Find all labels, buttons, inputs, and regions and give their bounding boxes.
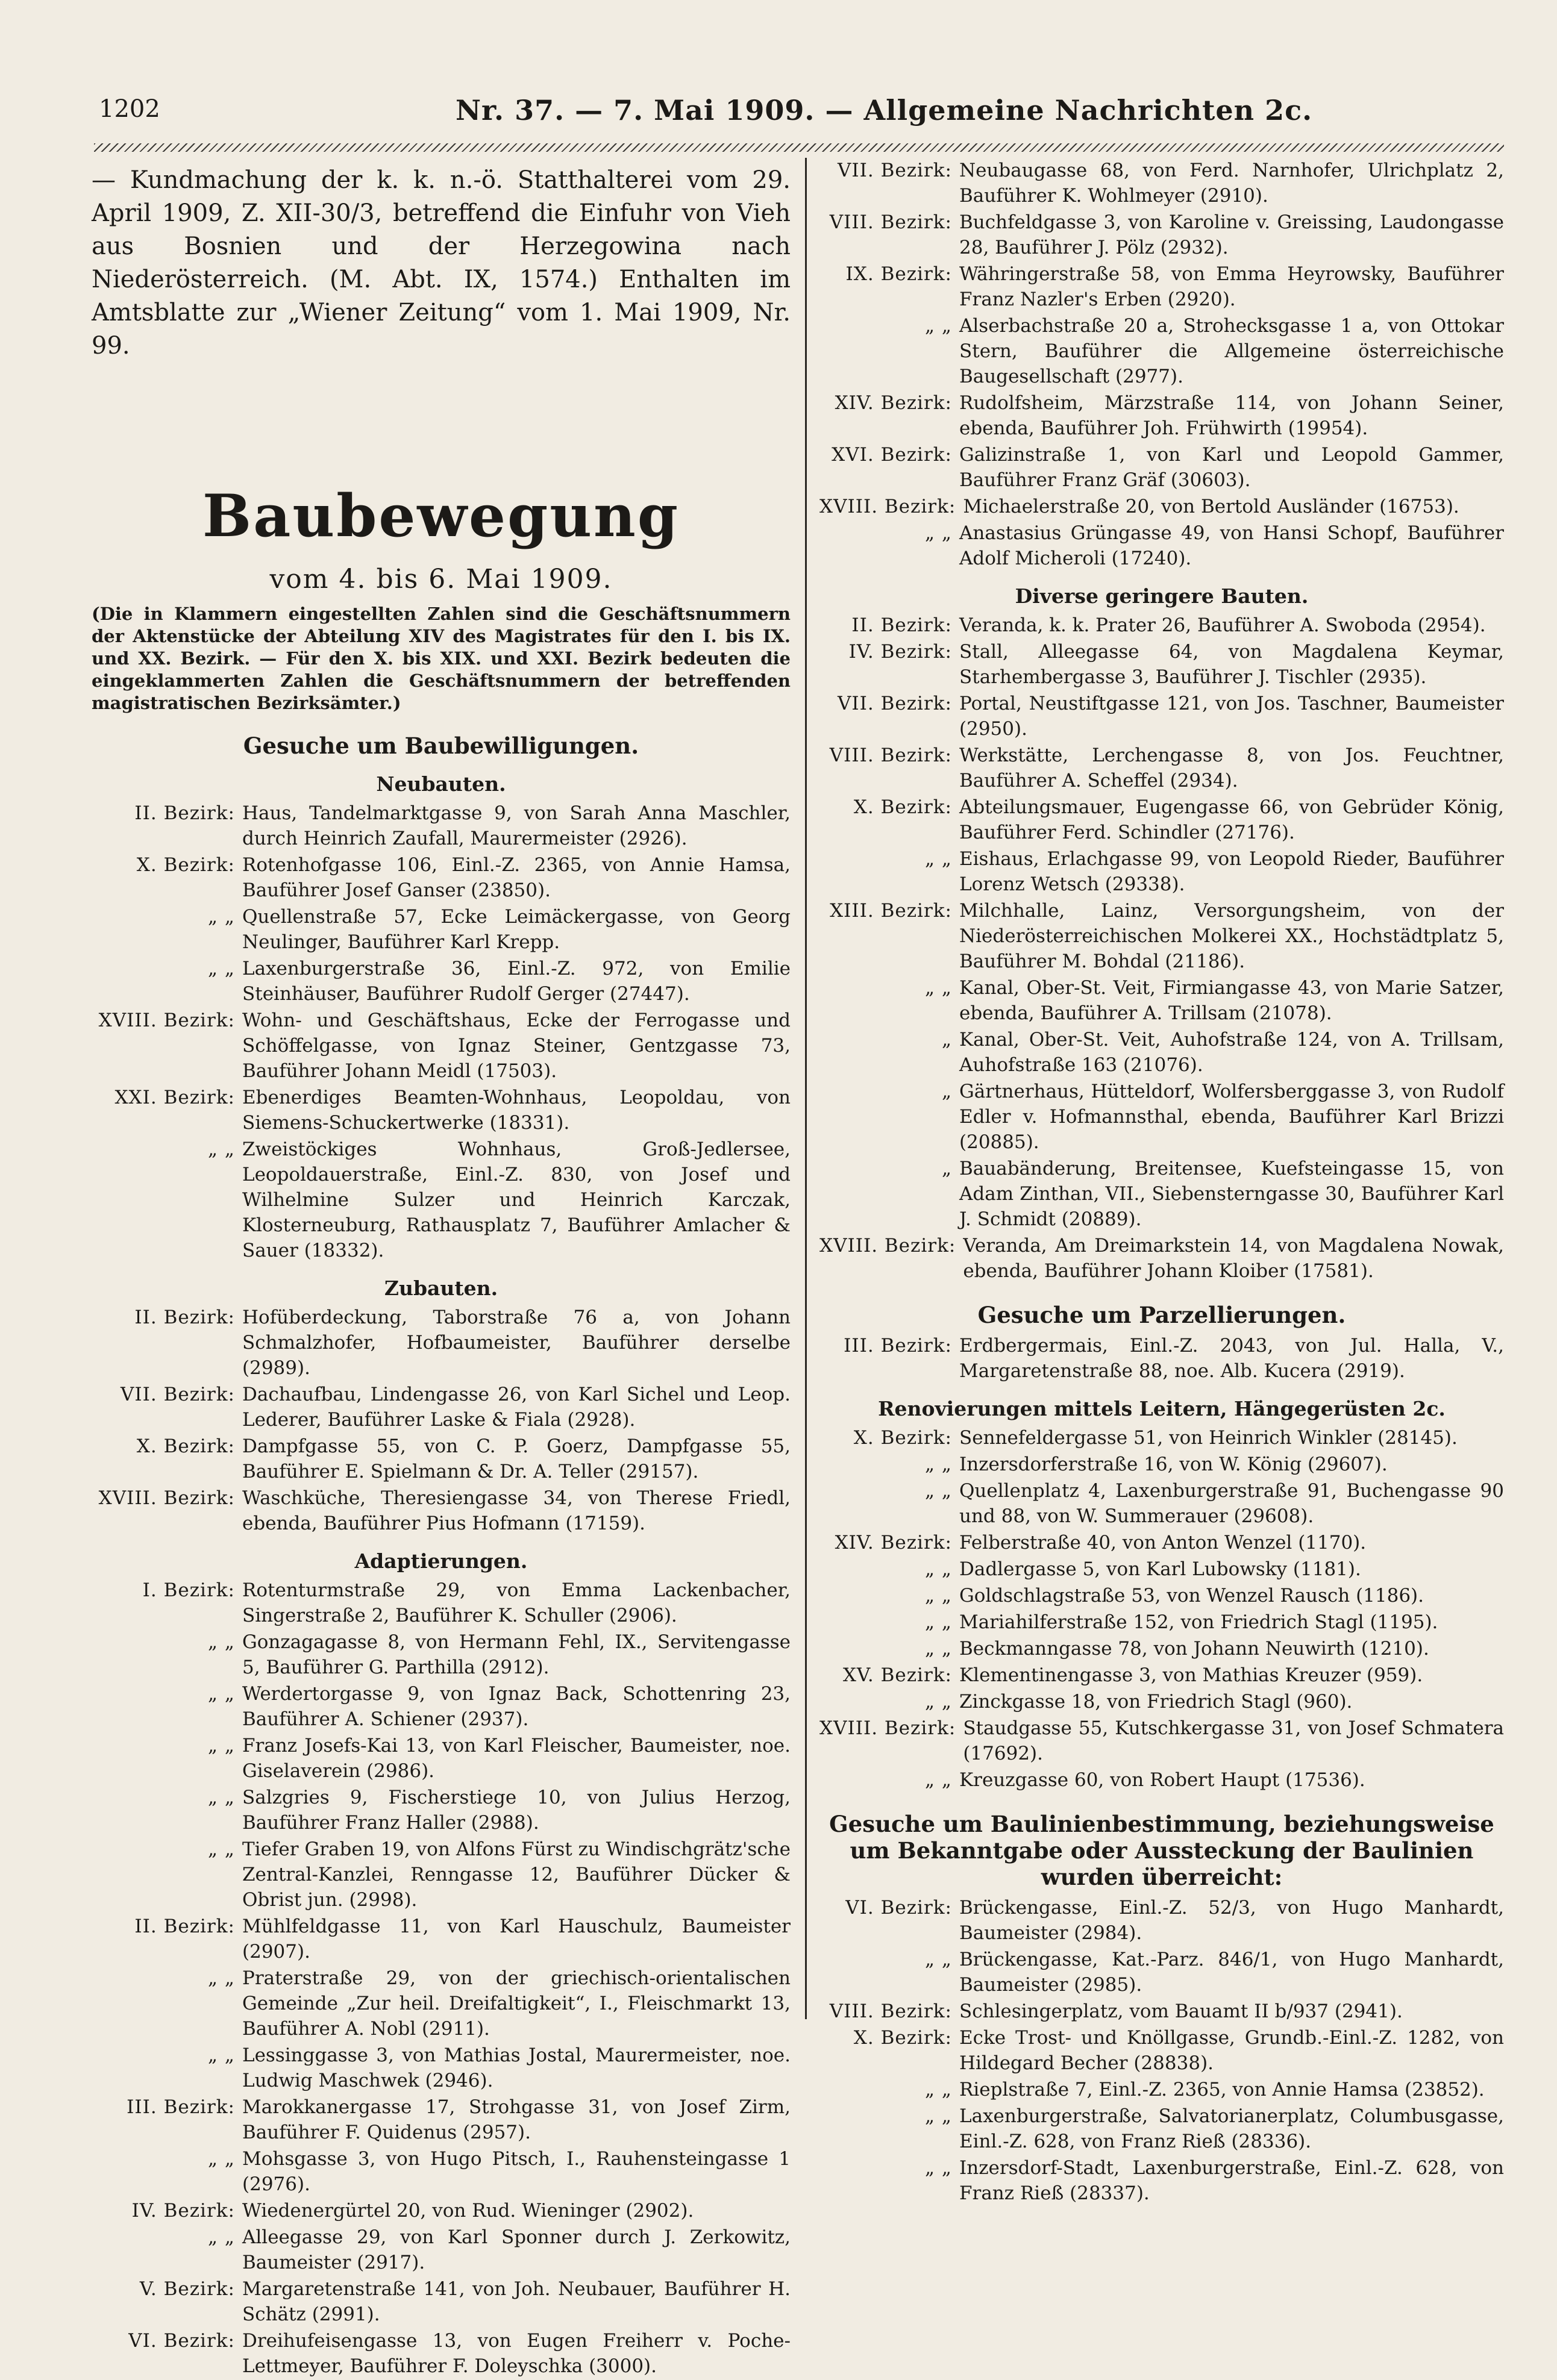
entry-text: Waschküche, Theresiengasse 34, von Therese Friedl, ebenda, Bauführer Pius Hofmann (17159). bbox=[242, 1487, 791, 1534]
entry-text: Marokkanergasse 17, Strohgasse 31, von Josef Zirm, Bauführer F. Quidenus (2957). bbox=[242, 2096, 791, 2143]
district-label: „ „ bbox=[208, 1967, 235, 1989]
district-label: III. Bezirk: bbox=[844, 1335, 952, 1357]
district-label: XIII. Bezirk: bbox=[830, 900, 952, 922]
district-label: VII. Bezirk: bbox=[837, 693, 952, 714]
entry-text: Wiedenergürtel 20, von Rud. Wieninger (2902). bbox=[242, 2200, 694, 2222]
list-item bbox=[819, 1557, 1504, 1582]
entry-list bbox=[819, 1333, 1504, 1384]
list-item bbox=[819, 613, 1504, 638]
district-label: IV. Bezirk: bbox=[848, 641, 952, 663]
district-label: XVIII. Bezirk: bbox=[98, 1487, 235, 1509]
entry-text: Bauabänderung, Breitensee, Kuefsteingasse 15, von Adam Zinthan, VII., Siebensterngasse 30, Bauführer Karl J. Schmidt (20889). bbox=[959, 1158, 1504, 1230]
entry-text: Dadlergasse 5, von Karl Lubowsky (1181). bbox=[959, 1558, 1361, 1580]
district-label: „ „ bbox=[208, 2044, 235, 2066]
list-item bbox=[92, 1629, 791, 1680]
list-item bbox=[819, 442, 1504, 493]
entry-text: Kreuzgasse 60, von Robert Haupt (17536). bbox=[959, 1769, 1365, 1791]
list-item bbox=[819, 210, 1504, 260]
main-title: Baubewegung bbox=[202, 482, 680, 550]
district-label: „ „ bbox=[208, 1138, 235, 1160]
explanatory-note: (Die in Klammern eingestellten Zahlen sind die Geschäftsnummern der Aktenstücke der Abteilung XIV des Magistrates für den I. bis IX. und XX. Bezirk. — Für den X. bis XIX. und XXI. Bezirk bedeuten die eingeklammerten Zahlen die Geschäftsnummern der betreffenden magistratischen Bezirksämter.) bbox=[92, 604, 791, 713]
entry-text: Brückengasse, Einl.-Z. 52/3, von Hugo Manhardt, Baumeister (2984). bbox=[959, 1897, 1504, 1944]
list-item bbox=[819, 975, 1504, 1026]
list-item bbox=[819, 1999, 1504, 2024]
entry-text: Zinckgasse 18, von Friedrich Stagl (960). bbox=[959, 1691, 1353, 1713]
list-item bbox=[92, 1305, 791, 1381]
section-heading-parzellierungen: Gesuche um Parzellierungen. bbox=[977, 1302, 1346, 1328]
district-label: „ bbox=[941, 1081, 952, 1102]
district-label: „ „ bbox=[925, 1480, 952, 1502]
list-item bbox=[819, 1895, 1504, 1946]
entry-text: Klementinengasse 3, von Mathias Kreuzer (959). bbox=[959, 1664, 1423, 1686]
entry-text: Lessinggasse 3, von Mathias Jostal, Maurermeister, noe. Ludwig Maschwek (2946). bbox=[242, 2044, 791, 2091]
list-item bbox=[819, 1716, 1504, 1766]
list-item bbox=[819, 2104, 1504, 2154]
subheading-zubauten: Zubauten. bbox=[384, 1276, 498, 1300]
district-label: XVIII. Bezirk: bbox=[819, 496, 956, 517]
entry-text: Dachaufbau, Lindengasse 26, von Karl Sichel und Leop. Lederer, Bauführer Laske & Fiala (2928). bbox=[242, 1384, 791, 1431]
list-item bbox=[92, 1837, 791, 1913]
district-label: „ „ bbox=[208, 1838, 235, 1860]
list-item bbox=[819, 1767, 1504, 1793]
entry-text: Inzersdorf-Stadt, Laxenburgerstraße, Einl.-Z. 628, von Franz Rieß (28337). bbox=[959, 2157, 1504, 2204]
list-item bbox=[92, 1914, 791, 1964]
list-item bbox=[819, 1452, 1504, 1477]
district-label: „ „ bbox=[925, 848, 952, 870]
entry-text: Anastasius Grüngasse 49, von Hansi Schopf, Bauführer Adolf Micheroli (17240). bbox=[959, 522, 1504, 569]
entry-text: Quellenplatz 4, Laxenburgerstraße 91, Buchengasse 90 und 88, von W. Summerauer (29608). bbox=[959, 1480, 1504, 1527]
list-item bbox=[92, 1137, 791, 1263]
district-label: „ „ bbox=[208, 1683, 235, 1705]
list-item bbox=[92, 1578, 791, 1628]
entry-text: Alserbachstraße 20 a, Strohecksgasse 1 a, von Ottokar Stern, Bauführer die Allgemeine österreichische Baugesellschaft (2977). bbox=[959, 315, 1504, 387]
entry-text: Werkstätte, Lerchengasse 8, von Jos. Feuchtner, Bauführer A. Scheffel (2934). bbox=[959, 745, 1504, 792]
section-heading-baubewilligungen: Gesuche um Baubewilligungen. bbox=[243, 732, 639, 759]
subheading-adaptierungen: Adaptierungen. bbox=[354, 1549, 528, 1573]
entry-text: Rieplstraße 7, Einl.-Z. 2365, von Annie Hamsa (23852). bbox=[959, 2079, 1485, 2100]
list-item bbox=[819, 1636, 1504, 1661]
entry-list bbox=[92, 1578, 791, 2379]
entry-text: Milchhalle, Lainz, Versorgungsheim, von der Niederösterreichischen Molkerei XX., Hochstädtplatz 5, Bauführer M. Bohdal (21186). bbox=[959, 900, 1504, 972]
list-item bbox=[92, 2225, 791, 2275]
list-item bbox=[819, 1478, 1504, 1529]
list-item bbox=[819, 1530, 1504, 1555]
entry-text: Michaelerstraße 20, von Bertold Ausländer (16753). bbox=[963, 496, 1459, 517]
entry-text: Kanal, Ober-St. Veit, Firmiangasse 43, von Marie Satzer, ebenda, Bauführer A. Trillsam (21078). bbox=[959, 977, 1504, 1024]
district-label: „ „ bbox=[925, 977, 952, 999]
district-label: „ „ bbox=[925, 1769, 952, 1791]
list-item bbox=[92, 904, 791, 955]
entry-text: Beckmanngasse 78, von Johann Neuwirth (1210). bbox=[959, 1638, 1429, 1660]
district-label: VII. Bezirk: bbox=[120, 1384, 235, 1405]
district-label: „ „ bbox=[208, 2148, 235, 2170]
right-column bbox=[819, 158, 1504, 2207]
list-item bbox=[92, 2043, 791, 2093]
district-label: VIII. Bezirk: bbox=[829, 745, 952, 766]
entry-text: Veranda, Am Dreimarkstein 14, von Magdalena Nowak, ebenda, Bauführer Johann Kloiber (17581). bbox=[963, 1235, 1504, 1282]
district-label: „ „ bbox=[925, 315, 952, 337]
entry-text: Schlesingerplatz, vom Bauamt II b/937 (2941). bbox=[959, 2001, 1403, 2022]
entry-text: Werdertorgasse 9, von Ignaz Back, Schottenring 23, Bauführer A. Schiener (2937). bbox=[242, 1683, 791, 1730]
district-label: „ „ bbox=[208, 1631, 235, 1653]
district-label: „ bbox=[941, 1158, 952, 1179]
district-label: „ „ bbox=[925, 1611, 952, 1633]
list-item bbox=[92, 1382, 791, 1432]
district-label: III. Bezirk: bbox=[127, 2096, 235, 2118]
list-item bbox=[819, 520, 1504, 571]
list-item bbox=[92, 1008, 791, 1084]
list-item bbox=[92, 1966, 791, 2041]
list-item bbox=[819, 1689, 1504, 1714]
entry-text: Ecke Trost- und Knöllgasse, Grundb.-Einl.-Z. 1282, von Hildegard Becher (28838). bbox=[959, 2027, 1504, 2074]
district-label: I. Bezirk: bbox=[142, 1579, 235, 1601]
district-label: X. Bezirk: bbox=[853, 796, 952, 818]
district-label: „ „ bbox=[208, 1735, 235, 1757]
district-label: XIV. Bezirk: bbox=[835, 392, 952, 414]
entry-text: Inzersdorferstraße 16, von W. König (29607). bbox=[959, 1454, 1388, 1475]
entry-text: Felberstraße 40, von Anton Wenzel (1170). bbox=[959, 1532, 1367, 1554]
list-item bbox=[819, 261, 1504, 312]
list-item bbox=[819, 313, 1504, 389]
list-item bbox=[819, 2077, 1504, 2102]
district-label: X. Bezirk: bbox=[853, 1427, 952, 1449]
district-label: „ „ bbox=[208, 958, 235, 979]
entry-list bbox=[819, 1895, 1504, 2206]
list-item bbox=[819, 1610, 1504, 1635]
district-label: II. Bezirk: bbox=[134, 1307, 235, 1328]
list-item bbox=[92, 852, 791, 903]
entry-text: Mariahilferstraße 152, von Friedrich Stagl (1195). bbox=[959, 1611, 1438, 1633]
list-item bbox=[92, 1681, 791, 1732]
entry-text: Tiefer Graben 19, von Alfons Fürst zu Windischgrätz'sche Zentral-Kanzlei, Renngasse 12, Bauführer Dücker & Obrist jun. (2998). bbox=[242, 1838, 791, 1911]
list-item bbox=[92, 1785, 791, 1835]
district-label: „ „ bbox=[925, 522, 952, 544]
entry-text: Franz Josefs-Kai 13, von Karl Fleischer, Baumeister, noe. Giselaverein (2986). bbox=[242, 1735, 791, 1782]
list-item bbox=[92, 2276, 791, 2327]
date-range-subtitle: vom 4. bis 6. Mai 1909. bbox=[269, 564, 613, 595]
entry-text: Dreihufeisengasse 13, von Eugen Freiherr v. Poche-Lettmeyer, Bauführer F. Doleyschka (3000). bbox=[242, 2330, 791, 2377]
entry-text: Rudolfsheim, Märzstraße 114, von Johann Seiner, ebenda, Bauführer Joh. Frühwirth (19954). bbox=[959, 392, 1504, 439]
entry-text: Buchfeldgasse 3, von Karoline v. Greissing, Laudongasse 28, Bauführer J. Pölz (2932). bbox=[959, 211, 1504, 258]
list-item bbox=[819, 2155, 1504, 2206]
list-item bbox=[819, 1425, 1504, 1451]
entry-text: Gonzagagasse 8, von Hermann Fehl, IX., Servitengasse 5, Bauführer G. Parthilla (2912). bbox=[242, 1631, 791, 1678]
entry-text: Ebenerdiges Beamten-Wohnhaus, Leopoldau, von Siemens-Schuckertwerke (18331). bbox=[242, 1087, 791, 1134]
district-label: „ „ bbox=[925, 2105, 952, 2127]
list-item bbox=[819, 795, 1504, 845]
list-item bbox=[92, 1733, 791, 1784]
district-label: VI. Bezirk: bbox=[845, 1897, 952, 1919]
entry-text: Stall, Alleegasse 64, von Magdalena Keymar, Starhembergasse 3, Bauführer J. Tischler (2935). bbox=[959, 641, 1504, 688]
entry-list bbox=[819, 1425, 1504, 1793]
entry-list bbox=[819, 158, 1504, 571]
district-label: X. Bezirk: bbox=[136, 854, 235, 876]
district-label: IV. Bezirk: bbox=[131, 2200, 235, 2222]
list-item bbox=[819, 639, 1504, 690]
district-label: II. Bezirk: bbox=[134, 1916, 235, 1937]
entry-text: Quellenstraße 57, Ecke Leimäckergasse, von Georg Neulinger, Bauführer Karl Krepp. bbox=[242, 906, 791, 953]
district-label: V. Bezirk: bbox=[139, 2278, 235, 2300]
entry-text: Eishaus, Erlachgasse 99, von Leopold Rieder, Bauführer Lorenz Wetsch (29338). bbox=[959, 848, 1504, 895]
list-item bbox=[819, 743, 1504, 793]
list-item bbox=[92, 2146, 791, 2197]
list-item bbox=[819, 1027, 1504, 1078]
list-item bbox=[92, 1485, 791, 1536]
entry-text: Brückengasse, Kat.-Parz. 846/1, von Hugo Manhardt, Baumeister (2985). bbox=[959, 1949, 1504, 1996]
district-label: X. Bezirk: bbox=[136, 1435, 235, 1457]
entry-text: Praterstraße 29, von der griechisch-orientalischen Gemeinde „Zur heil. Dreifaltigkeit“, I., Fleischmarkt 13, Bauführer A. Nobl (2911). bbox=[242, 1967, 791, 2040]
district-label: XVI. Bezirk: bbox=[832, 444, 952, 466]
district-label: „ „ bbox=[925, 1949, 952, 1970]
entry-text: Laxenburgerstraße, Salvatorianerplatz, Columbusgasse, Einl.-Z. 628, von Franz Rieß (28336). bbox=[959, 2105, 1504, 2152]
list-item bbox=[819, 1156, 1504, 1232]
left-column bbox=[92, 158, 791, 2380]
entry-text: Galizinstraße 1, von Karl und Leopold Gammer, Bauführer Franz Gräf (30603). bbox=[959, 444, 1504, 491]
entry-text: Mohsgasse 3, von Hugo Pitsch, I., Rauhensteingasse 1 (2976). bbox=[242, 2148, 791, 2195]
entry-text: Goldschlagstraße 53, von Wenzel Rausch (1186). bbox=[959, 1585, 1424, 1607]
entry-list bbox=[819, 613, 1504, 1284]
entry-text: Mühlfeldgasse 11, von Karl Hauschulz, Baumeister (2907). bbox=[242, 1916, 791, 1963]
section-heading-baulinien: Gesuche um Baulinienbestimmung, beziehungsweise um Bekanntgabe oder Aussteckung der Baulinien wurden überreicht: bbox=[829, 1811, 1494, 1890]
district-label: „ „ bbox=[925, 1558, 952, 1580]
district-label: VI. Bezirk: bbox=[128, 2330, 235, 2352]
subheading-renovierungen: Renovierungen mittels Leitern, Hängegerüsten 2c. bbox=[878, 1397, 1446, 1420]
list-item bbox=[819, 1333, 1504, 1384]
list-item bbox=[92, 956, 791, 1007]
list-item bbox=[92, 1434, 791, 1484]
list-item bbox=[819, 1233, 1504, 1284]
entry-text: Abteilungsmauer, Eugengasse 66, von Gebrüder König, Bauführer Ferd. Schindler (27176). bbox=[959, 796, 1504, 843]
entry-text: Währingerstraße 58, von Emma Heyrowsky, Bauführer Franz Nazler's Erben (2920). bbox=[959, 263, 1504, 310]
list-item bbox=[819, 1583, 1504, 1608]
list-item bbox=[92, 2198, 791, 2223]
kundmachung-notice: — Kundmachung der k. k. n.-ö. Statthalterei vom 29. April 1909, Z. XII-30/3, betreffend die Einfuhr von Vieh aus Bosnien und der Herzegowina nach Niederösterreich. (M. Abt. IX, 1574.) Enthalten im Amtsblatte zur „Wiener Zeitung“ vom 1. Mai 1909, Nr. 99. bbox=[92, 166, 791, 360]
entry-text: Rotenturmstraße 29, von Emma Lackenbacher, Singerstraße 2, Bauführer K. Schuller (2906). bbox=[242, 1579, 791, 1626]
list-item bbox=[819, 846, 1504, 897]
district-label: „ „ bbox=[925, 2079, 952, 2100]
entry-list bbox=[92, 1305, 791, 1536]
district-label: „ „ bbox=[925, 1585, 952, 1607]
subheading-neubauten: Neubauten. bbox=[376, 772, 506, 796]
entry-text: Neubaugasse 68, von Ferd. Narnhofer, Ulrichplatz 2, Bauführer K. Wohlmeyer (2910). bbox=[959, 160, 1504, 207]
district-label: VII. Bezirk: bbox=[837, 160, 952, 181]
district-label: „ „ bbox=[925, 1454, 952, 1475]
entry-text: Erdbergermais, Einl.-Z. 2043, von Jul. Halla, V., Margaretenstraße 88, noe. Alb. Kucera (2919). bbox=[959, 1335, 1504, 1382]
district-label: „ bbox=[941, 1029, 952, 1051]
list-item bbox=[819, 898, 1504, 974]
entry-text: Laxenburgerstraße 36, Einl.-Z. 972, von Emilie Steinhäuser, Bauführer Rudolf Gerger (27447). bbox=[242, 958, 791, 1005]
district-label: „ „ bbox=[208, 2226, 235, 2248]
entry-text: Portal, Neustiftgasse 121, von Jos. Taschner, Baumeister (2950). bbox=[959, 693, 1504, 740]
district-label: VIII. Bezirk: bbox=[829, 211, 952, 233]
entry-text: Wohn- und Geschäftshaus, Ecke der Ferrogasse und Schöffelgasse, von Ignaz Steiner, Gentzgasse 73, Bauführer Johann Meidl (17503). bbox=[242, 1010, 791, 1082]
entry-text: Haus, Tandelmarktgasse 9, von Sarah Anna Maschler, durch Heinrich Zaufall, Maurermeister (2926). bbox=[242, 802, 791, 849]
header-wavy-rule bbox=[94, 143, 1504, 152]
entry-text: Gärtnerhaus, Hütteldorf, Wolfersberggasse 3, von Rudolf Edler v. Hofmannsthal, ebenda, Bauführer Karl Brizzi (20885). bbox=[959, 1081, 1504, 1153]
district-label: „ „ bbox=[925, 1691, 952, 1713]
list-item bbox=[819, 691, 1504, 742]
district-label: „ „ bbox=[925, 1638, 952, 1660]
district-label: XXI. Bezirk: bbox=[114, 1087, 235, 1108]
district-label: VIII. Bezirk: bbox=[829, 2001, 952, 2022]
list-item bbox=[819, 1079, 1504, 1155]
list-item bbox=[819, 494, 1504, 519]
district-label: „ „ bbox=[208, 1787, 235, 1808]
district-label: IX. Bezirk: bbox=[845, 263, 952, 285]
district-label: X. Bezirk: bbox=[853, 2027, 952, 2049]
list-item bbox=[819, 390, 1504, 441]
district-label: „ „ bbox=[208, 906, 235, 928]
list-item bbox=[92, 2328, 791, 2379]
entry-text: Staudgasse 55, Kutschkergasse 31, von Josef Schmatera (17692). bbox=[963, 1717, 1504, 1764]
list-item bbox=[92, 2094, 791, 2145]
subheading-diverse-bauten: Diverse geringere Bauten. bbox=[1015, 584, 1309, 608]
district-label: II. Bezirk: bbox=[851, 614, 952, 636]
entry-text: Sennefeldergasse 51, von Heinrich Winkler (28145). bbox=[959, 1427, 1458, 1449]
column-divider bbox=[805, 158, 807, 2019]
entry-text: Margaretenstraße 141, von Joh. Neubauer, Bauführer H. Schätz (2991). bbox=[242, 2278, 791, 2325]
list-item bbox=[92, 1085, 791, 1135]
district-label: „ „ bbox=[925, 2157, 952, 2179]
page-number: 1202 bbox=[99, 95, 160, 123]
entry-list bbox=[92, 801, 791, 1263]
list-item bbox=[92, 801, 791, 851]
list-item bbox=[819, 158, 1504, 208]
entry-text: Veranda, k. k. Prater 26, Bauführer A. Swoboda (2954). bbox=[959, 614, 1486, 636]
entry-text: Salzgries 9, Fischerstiege 10, von Julius Herzog, Bauführer Franz Haller (2988). bbox=[242, 1787, 791, 1834]
district-label: XVIII. Bezirk: bbox=[98, 1010, 235, 1031]
list-item bbox=[819, 2025, 1504, 2076]
running-title: Nr. 37. — 7. Mai 1909. — Allgemeine Nachrichten 2c. bbox=[456, 94, 1313, 126]
list-item bbox=[819, 1947, 1504, 1997]
district-label: XVIII. Bezirk: bbox=[819, 1235, 956, 1257]
district-label: XV. Bezirk: bbox=[842, 1664, 952, 1686]
entry-text: Hofüberdeckung, Taborstraße 76 a, von Johann Schmalzhofer, Hofbaumeister, Bauführer derselbe (2989). bbox=[242, 1307, 791, 1379]
entry-text: Alleegasse 29, von Karl Sponner durch J. Zerkowitz, Baumeister (2917). bbox=[242, 2226, 791, 2273]
entry-text: Rotenhofgasse 106, Einl.-Z. 2365, von Annie Hamsa, Bauführer Josef Ganser (23850). bbox=[242, 854, 791, 901]
list-item bbox=[819, 1663, 1504, 1688]
district-label: XIV. Bezirk: bbox=[835, 1532, 952, 1554]
page-header bbox=[94, 84, 1504, 139]
district-label: II. Bezirk: bbox=[134, 802, 235, 824]
district-label: XVIII. Bezirk: bbox=[819, 1717, 956, 1739]
entry-text: Dampfgasse 55, von C. P. Goerz, Dampfgasse 55, Bauführer E. Spielmann & Dr. A. Teller (29157). bbox=[242, 1435, 791, 1482]
entry-text: Zweistöckiges Wohnhaus, Groß-Jedlersee, Leopoldauerstraße, Einl.-Z. 830, von Josef und Wilhelmine Sulzer und Heinrich Karczak, Klosterneuburg, Rathausplatz 7, Bauführer Amlacher & Sauer (18332). bbox=[242, 1138, 791, 1261]
entry-text: Kanal, Ober-St. Veit, Auhofstraße 124, von A. Trillsam, Auhofstraße 163 (21076). bbox=[959, 1029, 1504, 1076]
